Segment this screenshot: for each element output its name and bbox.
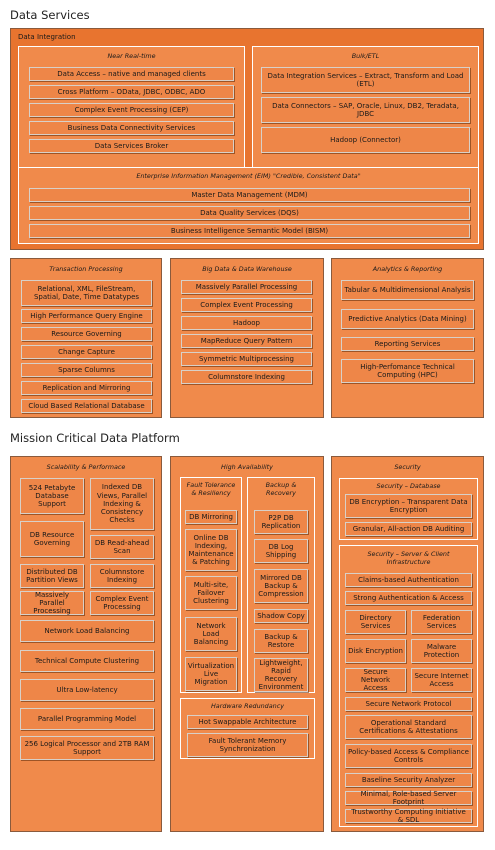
hadoop-box: Hadoop [181, 316, 312, 330]
auditing-box: Granular, All-action DB Auditing [345, 522, 472, 536]
transaction-processing-title: Transaction Processing [49, 265, 123, 273]
secure-protocol-box: Secure Network Protocol [345, 697, 472, 711]
db-resource-governing-box: DB Resource Governing [20, 521, 84, 557]
security-server-title: Security – Server & Client Infrastructure [367, 550, 450, 566]
scal-cep-box: Complex Event Processing [90, 591, 154, 615]
data-services-heading: Data Services [10, 8, 90, 22]
fault-tolerance-group [180, 477, 242, 693]
fault-tolerance-title: Fault Tolerance & Resiliency [186, 481, 236, 497]
hpc-box: High-Perfomance Technical Computing (HPC) [341, 359, 474, 383]
cross-platform-box: Cross Platform – OData, JDBC, ODBC, ADO [29, 85, 234, 99]
log-shipping-box: DB Log Shipping [254, 539, 308, 563]
bism-box: Business Intelligence Semantic Model (BISM) [29, 224, 470, 238]
data-integration-panel [10, 28, 484, 250]
backup-restore-box: Backup & Restore [254, 629, 308, 653]
eim-title: Enterprise Information Management (EIM) "Credible, Consistent Data" [136, 172, 361, 180]
shadow-copy-box: Shadow Copy [254, 609, 308, 623]
eim-group [18, 167, 479, 244]
mdm-box: Master Data Management (MDM) [29, 188, 470, 202]
db-mirroring-box: DB Mirroring [185, 510, 237, 524]
read-ahead-box: DB Read-ahead Scan [90, 535, 154, 559]
data-services-broker-box: Data Services Broker [29, 139, 234, 153]
security-panel [331, 456, 484, 832]
scalability-title: Scalability & Performace [46, 463, 126, 471]
query-engine-box: High Performance Query Engine [21, 309, 152, 323]
big-data-title: Big Data & Data Warehouse [202, 265, 292, 273]
columnstore-box: Columnstore Indexing [181, 370, 312, 384]
trustworthy-computing-box: Trustworthy Computing Initiative & SDL [345, 809, 472, 823]
mission-critical-heading: Mission Critical Data Platform [10, 431, 180, 445]
strong-auth-box: Strong Authentication & Access [345, 591, 472, 605]
cloud-db-box: Cloud Based Relational Database [21, 399, 152, 413]
near-realtime-title: Near Real-time [107, 52, 156, 60]
hadoop-connector-box: Hadoop (Connector) [261, 127, 470, 153]
scal-mpp-box: Massively Parallel Processing [20, 591, 84, 615]
sparse-columns-box: Sparse Columns [21, 363, 152, 377]
data-integration-title: Data Integration [18, 33, 76, 41]
bulk-etl-title: Bulk/ETL [351, 52, 380, 60]
datatypes-box: Relational, XML, FileStream, Spatial, Date, Time Datatypes [21, 280, 152, 306]
security-database-group [339, 478, 478, 540]
bdc-services-box: Business Data Connectivity Services [29, 121, 234, 135]
claims-auth-box: Claims-based Authentication [345, 573, 472, 587]
baseline-analyzer-box: Baseline Security Analyzer [345, 773, 472, 787]
p2p-replication-box: P2P DB Replication [254, 510, 308, 534]
security-title: Security [394, 463, 421, 471]
hot-swappable-box: Hot Swappable Architecture [187, 715, 308, 729]
ultra-low-latency-box: Ultra Low-latency [20, 679, 154, 701]
certifications-box: Operational Standard Certifications & Attestations [345, 715, 472, 739]
ha-nlb-box: Network Load Balancing [185, 617, 237, 651]
predictive-box: Predictive Analytics (Data Mining) [341, 309, 474, 329]
minimal-footprint-box: Minimal, Role-based Server Footprint [345, 791, 472, 805]
security-database-title: Security – Database [376, 482, 441, 490]
high-availability-panel [170, 456, 324, 832]
analytics-panel [331, 258, 484, 418]
tde-box: DB Encryption – Transparent Data Encryption [345, 494, 472, 518]
scalability-panel [10, 456, 162, 832]
mpp-box: Massively Parallel Processing [181, 280, 312, 294]
analytics-title: Analytics & Reporting [372, 265, 443, 273]
replication-box: Replication and Mirroring [21, 381, 152, 395]
compute-clustering-box: Technical Compute Clustering [20, 650, 154, 672]
tabular-box: Tabular & Multidimensional Analysis [341, 280, 474, 300]
dqs-box: Data Quality Services (DQS) [29, 206, 470, 220]
indexed-views-box: Indexed DB Views, Parallel Indexing & Consistency Checks [90, 478, 154, 530]
memory-sync-box: Fault Tolerant Memory Synchronization [187, 733, 308, 757]
mirrored-backup-box: Mirrored DB Backup & Compression [254, 569, 308, 603]
hardware-redundancy-title: Hardware Redundancy [211, 702, 284, 710]
logical-processor-box: 256 Logical Processor and 2TB RAM Support [20, 736, 154, 760]
policy-access-box: Policy-based Access & Compliance Controls [345, 744, 472, 768]
hardware-redundancy-group [180, 698, 315, 759]
federation-services-box: Federation Services [411, 610, 472, 634]
transaction-processing-panel [10, 258, 162, 418]
change-capture-box: Change Capture [21, 345, 152, 359]
mapreduce-box: MapReduce Query Pattern [181, 334, 312, 348]
bigdata-cep-box: Complex Event Processing [181, 298, 312, 312]
live-migration-box: Virtualization Live Migration [185, 657, 237, 691]
secure-network-access-box: Secure Network Access [345, 668, 406, 692]
failover-clustering-box: Multi-site, Failover Clustering [185, 576, 237, 610]
security-server-group [339, 545, 478, 827]
partition-views-box: Distributed DB Partition Views [20, 564, 84, 588]
directory-services-box: Directory Services [345, 610, 406, 634]
scal-columnstore-box: Columnstore Indexing [90, 564, 154, 588]
secure-internet-access-box: Secure Internet Access [411, 668, 472, 692]
reporting-box: Reporting Services [341, 337, 474, 351]
rapid-recovery-box: Lightweight, Rapid Recovery Environment [254, 658, 308, 692]
big-data-panel [170, 258, 324, 418]
backup-recovery-title: Backup & Recovery [265, 481, 297, 497]
smp-box: Symmetric Multiprocessing [181, 352, 312, 366]
malware-protection-box: Malware Protection [411, 639, 472, 663]
online-indexing-box: Online DB Indexing, Maintenance & Patching [185, 529, 237, 571]
backup-recovery-group [247, 477, 315, 693]
petabyte-box: 524 Petabyte Database Support [20, 478, 84, 514]
high-availability-title: High Availability [221, 463, 273, 471]
disk-encryption-box: Disk Encryption [345, 639, 406, 663]
etl-box: Data Integration Services – Extract, Transform and Load (ETL) [261, 67, 470, 93]
parallel-programming-box: Parallel Programming Model [20, 708, 154, 730]
data-access-box: Data Access – native and managed clients [29, 67, 234, 81]
resource-governing-box: Resource Governing [21, 327, 152, 341]
cep-box: Complex Event Processing (CEP) [29, 103, 234, 117]
scal-nlb-box: Network Load Balancing [20, 620, 154, 642]
data-connectors-box: Data Connectors – SAP, Oracle, Linux, DB2, Teradata, JDBC [261, 97, 470, 123]
